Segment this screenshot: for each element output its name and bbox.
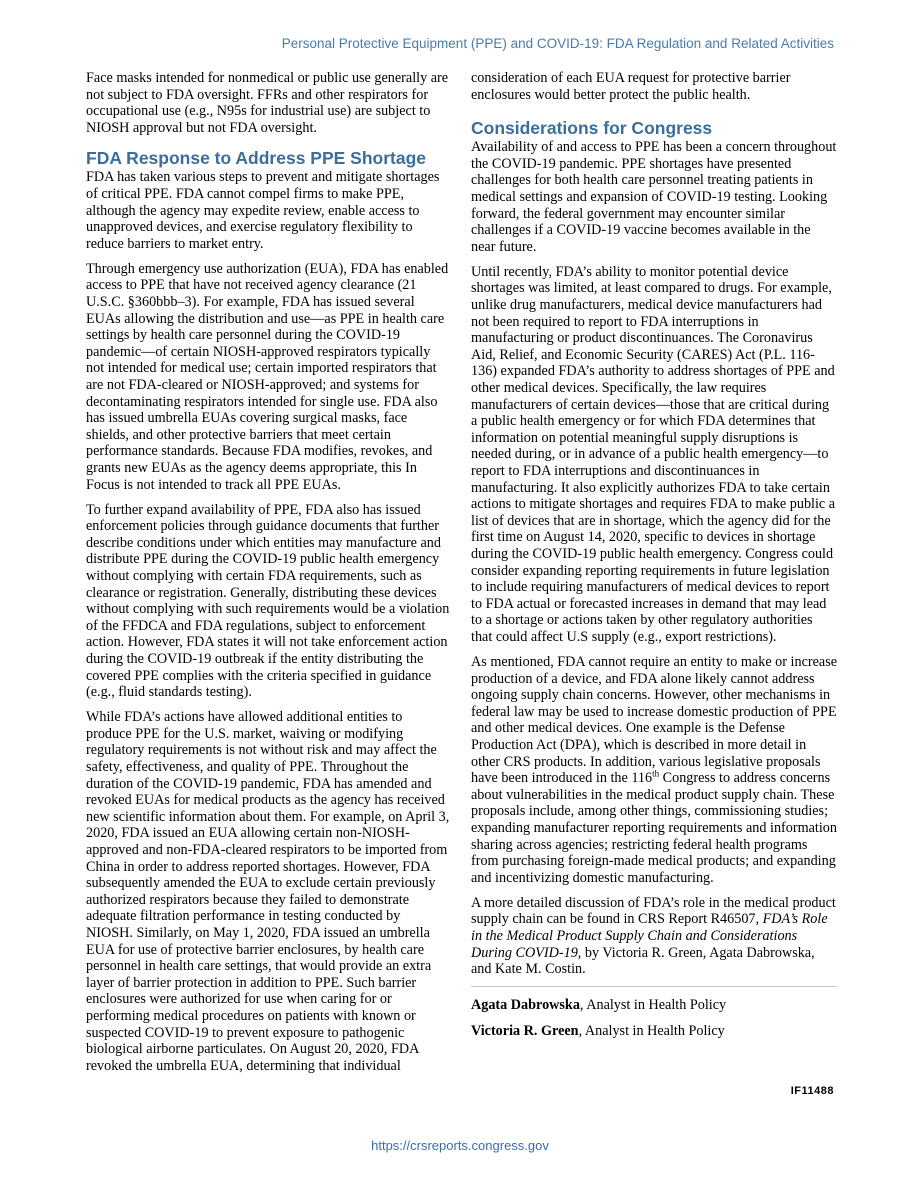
author-name: Victoria R. Green [471, 1022, 579, 1039]
author-divider [471, 986, 837, 987]
body-paragraph: Through emergency use authorization (EUA), FDA has enabled access to PPE that have not received agency clearance (21 U.S.C. §360bbb–3). For example, FDA has issued several EUAs allowing the distribution and use—as PPE in health care settings by health care personnel during the COVID-19 pandemic—of certain NIOSH-approved respirators typically not intended for medical use; certain imported respirators that are not FDA-cleared or NIOSH-approved; and systems for decontaminating respirators intended for single use. FDA also has issued umbrella EUAs covering surgical masks, face shields, and other protective barriers that meet certain performance standards. Because FDA modifies, revokes, and grants new EUAs as the agency deems appropriate, this In Focus is not intended to track all PPE EUAs. [86, 260, 449, 493]
left-column [86, 70, 450, 1083]
report-reference-paragraph [471, 895, 837, 978]
right-column [471, 70, 837, 1049]
dpa-paragraph [471, 654, 837, 886]
body-paragraph: Until recently, FDA’s ability to monitor potential device shortages was limited, at least compared to drugs. For example, unlike drug manufacturers, medical device manufacturers had not been required to report to FDA interruptions in manufacturing or product discontinuances. The Coronavirus Aid, Relief, and Economic Security (CARES) Act (P.L. 116-136) expanded FDA’s authority to address shortages of PPE and other medical devices. Specifically, the law requires manufacturers of certain devices—those that are critical during a public health emergency or for which FDA determines that information on potential meaningful supply disruptions is needed during, or in advance of a public health emergency—to report to FDA interruptions and discontinuances in manufacturing. It also explicitly authorizes FDA to take certain actions to mitigate shortages and requires FDA to make public a list of devices that are in shortage, which the agency did for the first time on August 14, 2020, specific to devices in shortage during the COVID-19 public health emergency. Congress could consider expanding reporting requirements in future legislation to include requiring manufacturers of medical devices to report to FDA actual or forecasted increases in demand that may lead to a shortage or actions taken by other regulatory authorities that could affect U.S supply (e.g., export restrictions). [471, 263, 836, 645]
report-title: FDA’s Role in the Medical Product Supply Chain and Considerations During COVID-19 [471, 911, 828, 961]
body-paragraph: Availability of and access to PPE has been a concern throughout the COVID-19 pandemic. PPE shortages have presented challenges for both health care personnel treating patients in medical settings and expansion of COVID-19 testing. Looking forward, the federal government may encounter similar challenges if a COVID-19 vaccine becomes available in the near future. [471, 139, 837, 255]
author-role: , Analyst in Health Policy [579, 997, 727, 1014]
running-header-title: Personal Protective Equipment (PPE) and COVID-19: FDA Regulation and Related Activities [281, 36, 834, 51]
ordinal-superscript: th [652, 768, 660, 779]
footer-link[interactable]: https://crsreports.congress.gov [371, 1138, 549, 1153]
section-heading-fda-response: FDA Response to Address PPE Shortage [86, 148, 427, 169]
dpa-text-start: As mentioned, FDA cannot require an entity to make or increase production of a device, and FDA alone likely cannot address ongoing supply chain concerns. However, other mechanisms in federal law may be used to increase domestic production of PPE and other medical devices. One example is the Defense Production Act (DPA), which is described in more detail in other CRS products. In addition, various legislative proposals have been introduced in the 116 [471, 654, 838, 787]
author-name: Agata Dabrowska [471, 997, 580, 1014]
body-paragraph: To further expand availability of PPE, FDA also has issued enforcement policies through guidance documents that further describe conditions under which entities may manufacture and distribute PPE during the COVID-19 public health emergency without complying with certain FDA requirements, such as clearance or registration. Generally, distributing these devices without complying with such requirements would be a violation of the FFDCA and FDA regulations, subject to enforcement action. However, FDA states it will not take enforcement action during the COVID-19 outbreak if the entity distributing the covered PPE complies with the criteria specified in guidance (e.g., fluid standards testing). [86, 501, 450, 701]
report-ref-text-start: A more detailed discussion of FDA’s role in the medical product supply chain can be found in CRS Report R46507, [471, 894, 836, 928]
report-ref-text-end: , by Victoria R. Green, Agata Dabrowska, and Kate M. Costin. [471, 944, 815, 978]
report-number: IF11488 [790, 1085, 834, 1097]
body-paragraph: While FDA’s actions have allowed additional entities to produce PPE for the U.S. market, waiving or modifying regulatory requirements is not without risk and may affect the safety, effectiveness, and quality of PPE. Throughout the duration of the COVID-19 pandemic, FDA has amended and revoked EUAs for medical products as the agency has received new scientific information about them. For example, on April 3, 2020, FDA issued an EUA allowing certain non-NIOSH-approved and non-FDA-cleared respirators to be imported from China in order to address reported shortages. However, FDA subsequently amended the EUA to exclude certain previously authorized respirators because they failed to demonstrate adequate filtration performance in testing conducted by NIOSH. Similarly, on May 1, 2020, FDA issued an umbrella EUA for use of protective barrier enclosures, by health care personnel in health care settings, that would provide an extra layer of barrier protection in addition to PPE. Such barrier enclosures were authorized for use when caring for or performing medical procedures on patients with known or suspected COVID-19 to prevent exposure to pathogenic biological airborne particulates. On August 20, 2020, FDA revoked the umbrella EUA, determining that individual [86, 709, 450, 1074]
dpa-text-end: Congress to address concerns about vulnerabilities in the medical product supply chain. These proposals include, among other things, commissioning studies; expanding manufacturer reporting requirements and information sharing across agencies; restricting federal health programs from purchasing foreign-made medical products; and expanding and incentivizing domestic manufacturing. [471, 770, 837, 886]
author-role: , Analyst in Health Policy [578, 1022, 725, 1039]
author-line [471, 1023, 837, 1040]
continuation-paragraph: consideration of each EUA request for protective barrier enclosures would better protect the public health. [471, 70, 791, 103]
intro-paragraph: Face masks intended for nonmedical or public use generally are not subject to FDA oversight. FFRs and other respirators for occupational use (e.g., N95s for industrial use) are subject to NIOSH approval but not FDA oversight. [86, 70, 449, 136]
body-paragraph: FDA has taken various steps to prevent and mitigate shortages of critical PPE. FDA cannot compel firms to make PPE, although the agency may expedite review, enable access to unapproved devices, and exercise regulatory flexibility to reduce barriers to market entry. [86, 169, 440, 252]
section-heading-considerations: Considerations for Congress [471, 118, 713, 139]
author-line [471, 997, 837, 1014]
